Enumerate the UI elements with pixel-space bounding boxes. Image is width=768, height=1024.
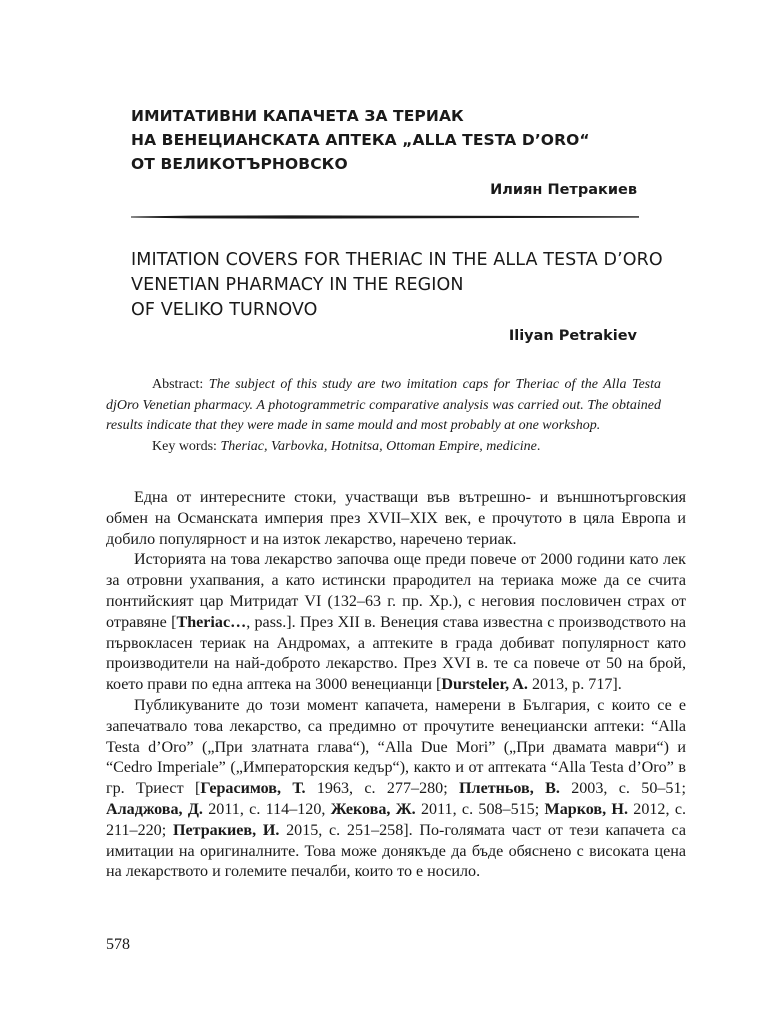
citation-pletnyov: Плетньов, В.: [459, 780, 560, 798]
body-text: [106, 488, 686, 883]
citation-gerasimov: Герасимов, Т.: [200, 780, 306, 798]
title-english: [131, 248, 671, 323]
keywords-label: Key words: [152, 438, 214, 454]
p2-text-b: , pass.]. През XII в. Венеция става известна с производството на първокласен териак на Андромах, а аптеките в града добиват популярност като производители на най-доброто лекарство. През XVI в. те са повече от 50 на брой, което прави по една аптека на 3000 венецианци [: [106, 613, 687, 694]
keywords-end: .: [536, 438, 541, 454]
abstract-block: [106, 375, 661, 457]
abstract-label: Abstract:: [152, 377, 204, 392]
p3-text-4: 2011, с. 508–515;: [415, 800, 545, 818]
page-number: 578: [106, 936, 130, 953]
title-bg-line-1: ИМИТАТИВНИ КАПАЧЕТА ЗА ТЕРИАК: [131, 107, 464, 125]
body-paragraph-1: Една от интересните стоки, участващи във вътрешно- и външнотърговския обмен на Османската империя през XVII–XIX век, е прочутото в цяла Европа и добило популярност и на изток лекарство, наречено териак.: [106, 489, 686, 548]
p3-text-6: 2015, с. 251–258]. По-голямата част от тези капачета са имитации на оригиналните. Това може донякъде да бъде обяснено с високата цена на лекарството и големите печалби, които то е носило.: [106, 821, 686, 881]
author-english: Iliyan Petrakiev: [508, 328, 637, 344]
p3-text-2: 2003, с. 50–51;: [559, 780, 686, 798]
citation-zhekova: Жекова, Ж.: [330, 800, 416, 818]
title-divider: [131, 212, 639, 222]
abstract-paragraph: [106, 375, 661, 437]
p2-text-a: Историята на това лекарство започва още преди повече от 2000 години като лек за отровни ухапвания, а като истински прародител на териака може да се счита понтийският цар Митридат VI (132–63 г. пр. Хр.), с неговия пословичен страх от отравяне [: [106, 551, 686, 631]
p2-text-c: 2013, p. 717].: [527, 676, 622, 694]
keywords-text: Theriac, Varbovka, Hotnitsa, Ottoman Empire, medicine: [220, 438, 537, 454]
p3-text-a: Публикуваните до този момент капачета, намерени в България, с които се е запечатвало това лекарство, са предимно от прочутите венециански аптеки: “Alla Testa d’Oro” („При златната глава“), “Alla Due Mori” („При двамата маври“) и “Cedro Imperiale” („Императорския кедър“), както и от аптеката “Alla Testa d’Oro” в гр. Триест [: [106, 696, 686, 798]
p3-text-1: 1963, с. 277–280;: [305, 780, 460, 798]
abstract-text: The subject of this study are two imitation caps for Theriac of the Alla Testa djOro Venetian pharmacy. A photogrammetric comparative analysis was carried out. The obtained results indicate that they were made in same mould and most probably at one workshop.: [106, 377, 661, 433]
body-paragraph-3: [106, 696, 686, 883]
title-bulgarian: [131, 104, 651, 176]
citation-markov: Марков, Н.: [544, 800, 628, 818]
keywords-separator: :: [213, 438, 217, 454]
title-bg-line-3: ОТ ВЕЛИКОТЪРНОВСКО: [131, 155, 348, 173]
title-en-line-3: OF VELIKO TURNOVO: [131, 300, 318, 320]
p3-text-3: 2011, с. 114–120,: [202, 800, 331, 818]
citation-theriac: Theriac…: [176, 613, 247, 631]
citation-petrakiev: Петракиев, И.: [172, 821, 280, 839]
keywords-line: [106, 437, 661, 458]
title-bg-line-2: НА ВЕНЕЦИАНСКАТА АПТЕКА „ALLA TESTA D’ORO“: [131, 131, 590, 149]
title-en-line-2: VENETIAN PHARMACY IN THE REGION: [131, 275, 464, 295]
p3-text-5: 2012, с. 211–220;: [106, 800, 686, 839]
author-bulgarian: Илиян Петракиев: [490, 182, 637, 198]
body-paragraph-2: [106, 550, 686, 696]
citation-aladzhova: Аладжова, Д.: [106, 800, 203, 818]
citation-dursteler: Dursteler, A.: [441, 676, 528, 694]
title-en-line-1: IMITATION COVERS FOR THERIAC IN THE ALLA TESTA D’ORO: [131, 250, 663, 270]
